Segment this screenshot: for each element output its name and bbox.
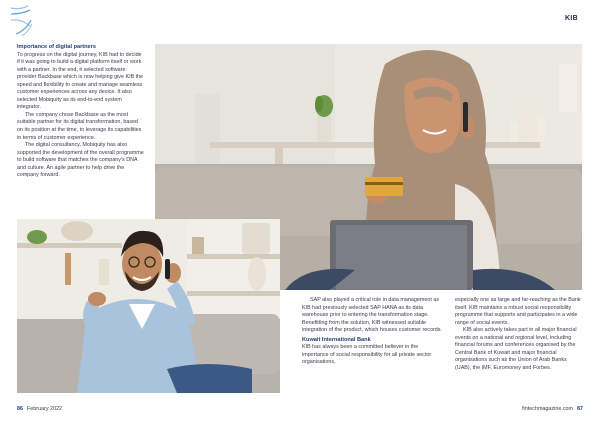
issue-date: February 2022 <box>27 406 63 412</box>
header-brand: KIB <box>565 15 578 22</box>
page-number-right: 87 <box>577 406 583 412</box>
section-heading-kuwait-international-bank: Kuwait International Bank <box>302 336 371 343</box>
right-article-column <box>455 297 583 372</box>
middle-article-column <box>302 297 442 367</box>
photo-man-on-phone <box>17 219 280 393</box>
section-heading-digital-partners: Importance of digital partners <box>17 44 96 50</box>
right-paragraph-1: especially one as large and far-reaching as the Bank itself. KIB maintains a robust social responsibility programme that supports and participates in a wide range of social events. <box>455 297 581 326</box>
page-number-left: 86 <box>17 406 23 412</box>
left-article-column <box>17 44 145 180</box>
brand-logo-icon <box>8 4 34 38</box>
site-url: fintechmagazine.com <box>522 406 573 412</box>
footer-left <box>17 406 62 412</box>
footer-right <box>522 406 583 412</box>
right-paragraph-2: KIB also actively takes part in all major financial events on a national and regional level, including financial forums and conferences organised by the Central Bank of Kuwait and major financial organisations such as the Union of Arab Banks (UAB), the IMF, Euromoney and Forbes. <box>455 327 577 371</box>
middle-paragraph-csr: KIB has always been a committed believer in the importance of social responsibility for all private sector organisations, <box>302 344 432 366</box>
left-paragraph-1: To progress on the digital journey, KIB had to decide if it was going to build a digital platform itself or work with a partner. In the end, it selected software provider Backbase which is now helping give KIB the speed and flexibility to create and manage seamless customer experiences across any device. It also selected Mobiquity as its end-to-end system integrator. <box>17 51 144 111</box>
left-paragraph-2: The company chose Backbase as the most suitable partner for its digital transformation, based on its position at the time, to leverage its capabilities in terms of customer experience. <box>17 111 142 141</box>
left-paragraph-3: The digital consultancy, Mobiquity has also supported the development of the overall programme to build software that matches the company's DNA and culture. An agile partner to help drive the company forward. <box>17 142 144 179</box>
middle-paragraph-sap: SAP also played a critical role in data management as KIB had previously selected SAP HANA as its data warehouse prior to entering the transformation stage. Benefitting from the solution, KIB witnessed suitable integration of the product, which houses customer records. <box>302 297 442 334</box>
